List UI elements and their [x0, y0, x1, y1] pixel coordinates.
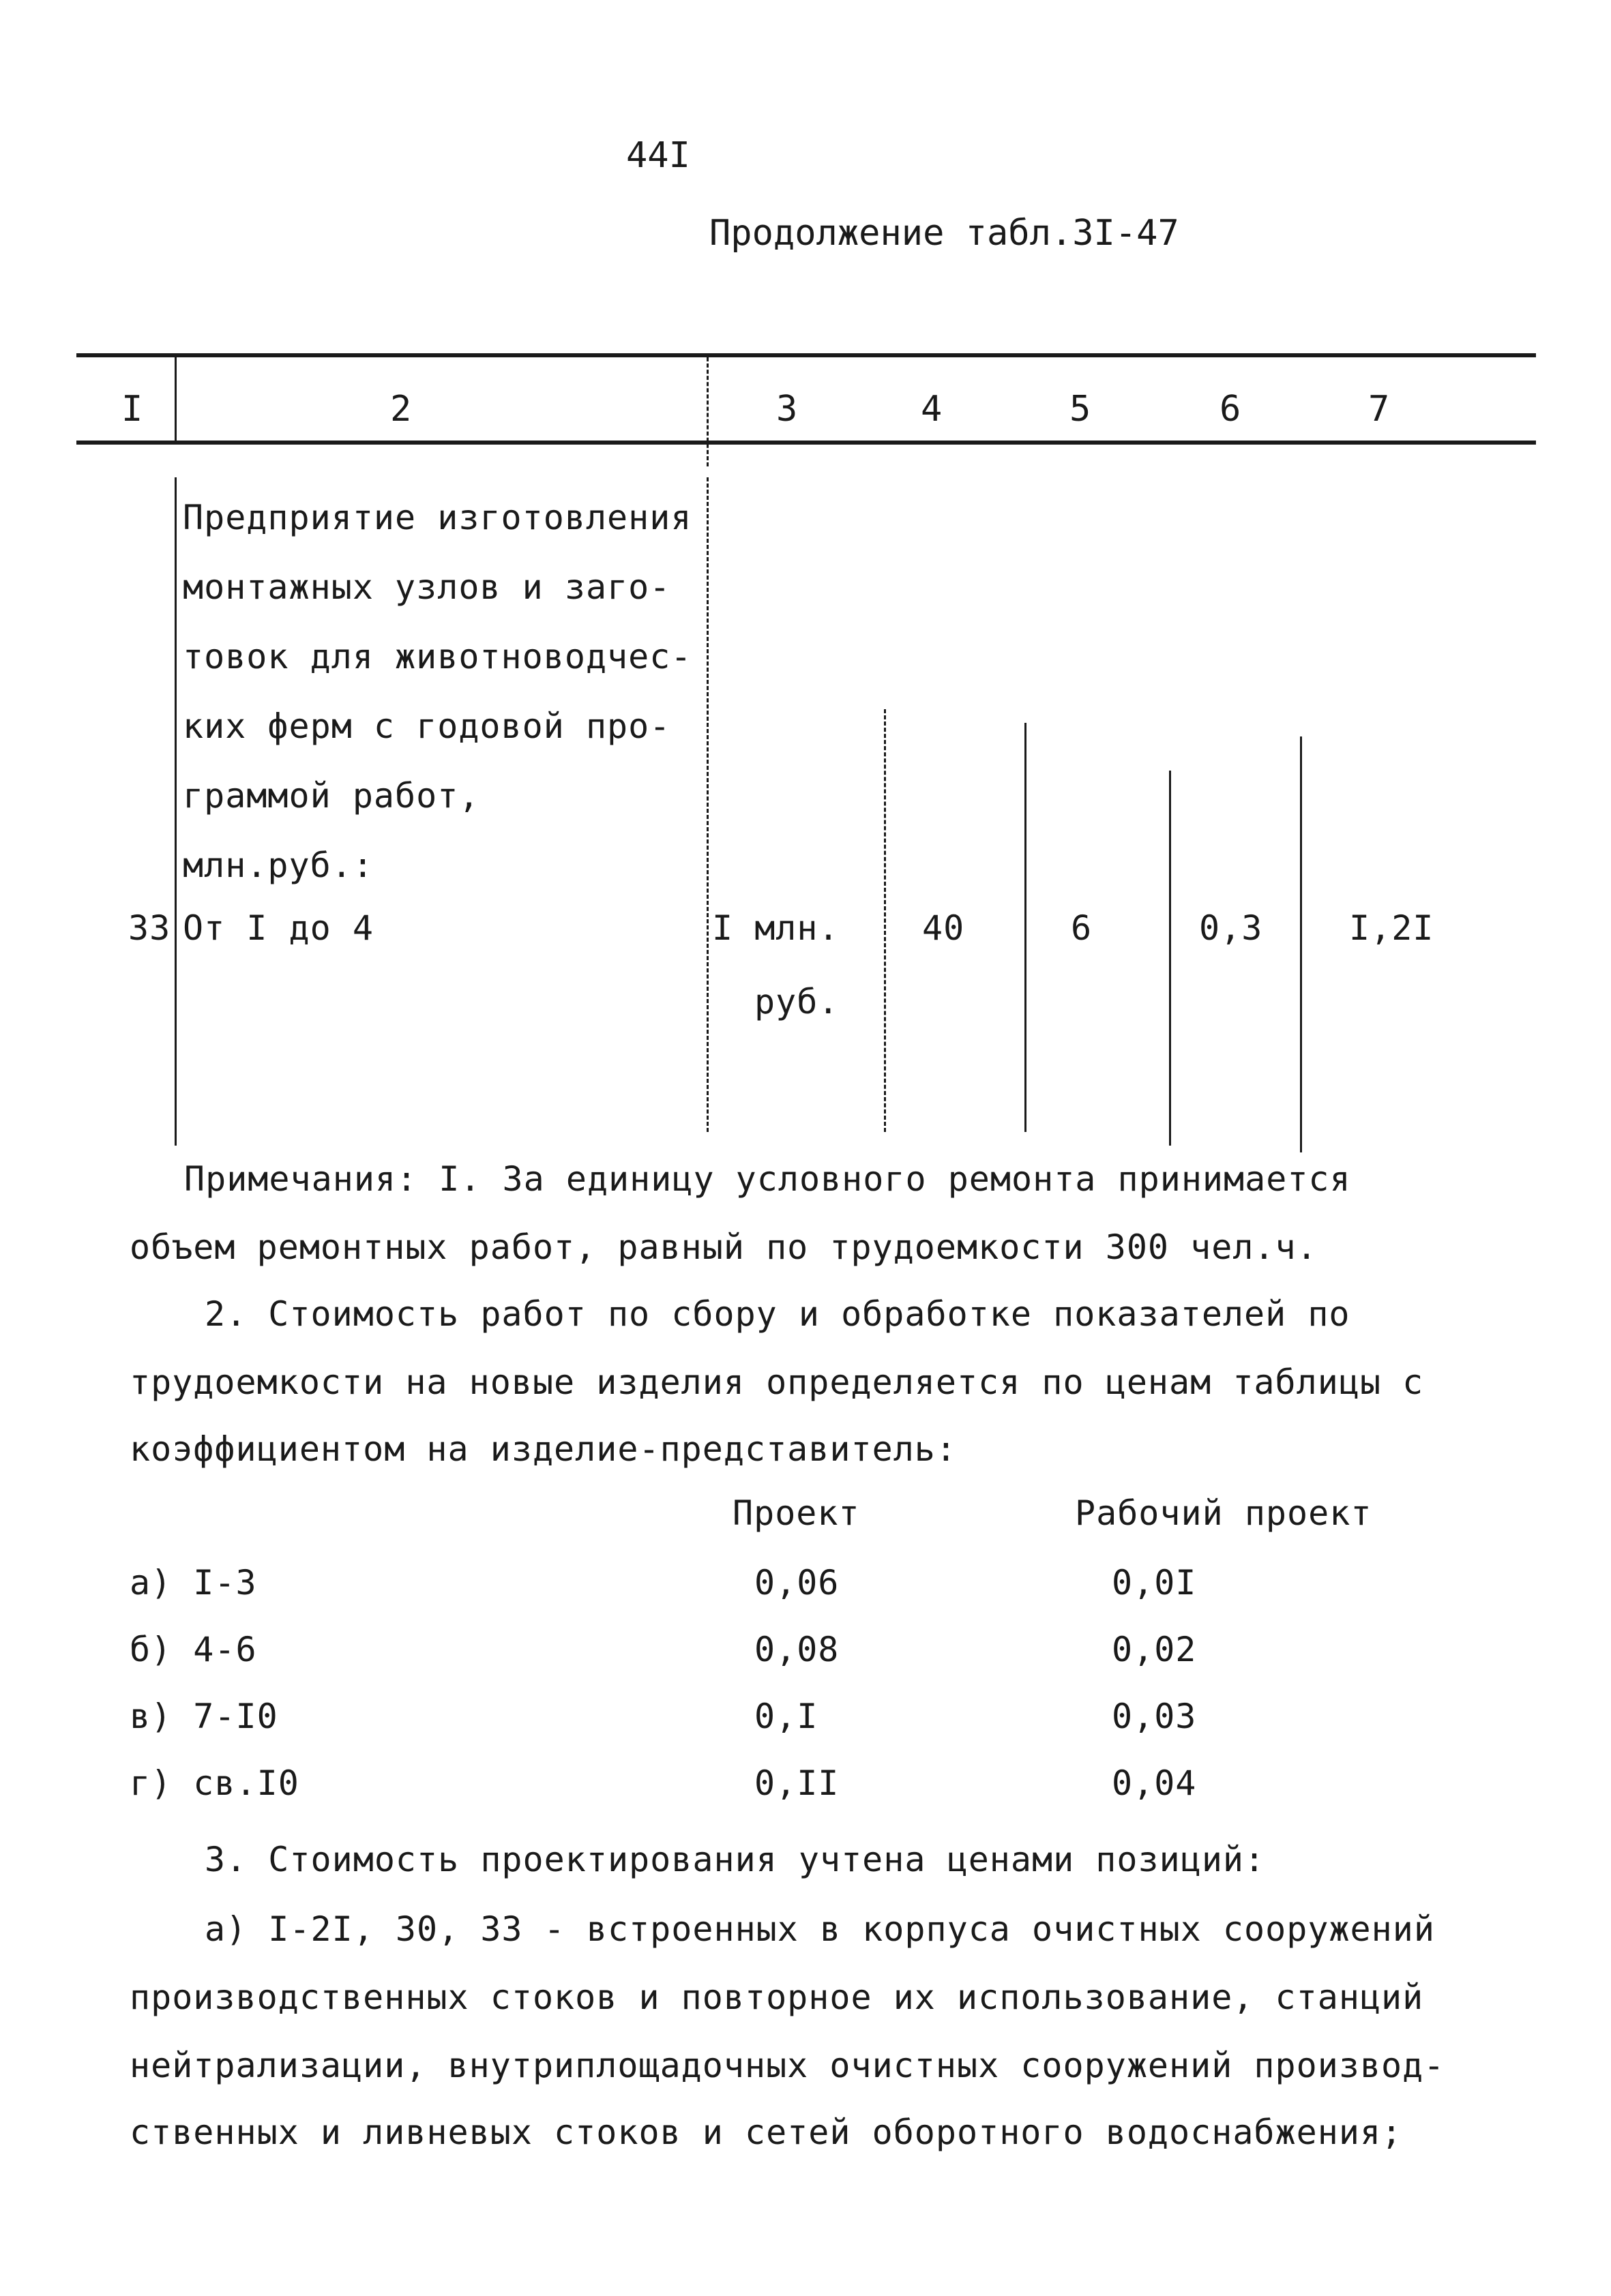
- row-description-line-5: граммой работ,: [183, 776, 480, 816]
- coef-row-1-label: а) I-3: [130, 1563, 257, 1602]
- header-separator-1: [175, 357, 177, 441]
- col-header-6: 6: [1220, 389, 1241, 430]
- note-3-line-3: производственных стоков и повторное их использование, станций: [130, 1978, 1424, 2017]
- note-3-line-1: 3. Стоимость проектирования учтена ценами позиций:: [205, 1840, 1266, 1879]
- table-top-rule: [76, 353, 1536, 357]
- table-header-rule: [76, 441, 1536, 445]
- note-2-line-2: трудоемкости на новые изделия определяется по ценам таблицы с: [130, 1362, 1424, 1402]
- note-2-line-1: 2. Стоимость работ по сбору и обработке показателей по: [205, 1294, 1350, 1334]
- coef-row-1-project: 0,06: [754, 1563, 840, 1602]
- note-1-line-1: Примечания: I. За единицу условного ремонта принимается: [184, 1159, 1351, 1199]
- note-3-line-4: нейтрализации, внутриплощадочных очистных сооружений производ-: [130, 2046, 1445, 2085]
- note-1-line-2: объем ремонтных работ, равный по трудоемкости 300 чел.ч.: [130, 1227, 1318, 1267]
- header-separator-2: [707, 357, 709, 466]
- col-header-7: 7: [1368, 389, 1390, 430]
- coef-header-project: Проект: [733, 1493, 860, 1533]
- row-description-line-2: монтажных узлов и заго-: [183, 567, 671, 607]
- body-separator-3: [884, 709, 886, 1132]
- coef-row-4-working: 0,04: [1112, 1763, 1197, 1803]
- row-unit-line-2: руб.: [754, 982, 840, 1022]
- coef-row-1-working: 0,0I: [1112, 1563, 1197, 1602]
- coef-row-4-project: 0,II: [754, 1763, 840, 1803]
- row-description-line-7: От I до 4: [183, 908, 374, 948]
- row-col4-value: 40: [922, 908, 965, 948]
- col-header-1: I: [121, 389, 143, 430]
- body-separator-5: [1169, 771, 1171, 1146]
- page-number: 44I: [626, 135, 690, 176]
- row-col7-value: I,2I: [1349, 908, 1434, 948]
- note-2-line-3: коэффициентом на изделие-представитель:: [130, 1429, 957, 1469]
- row-col6-value: 0,3: [1199, 908, 1263, 948]
- col-header-4: 4: [921, 389, 943, 430]
- coef-row-2-working: 0,02: [1112, 1630, 1197, 1669]
- body-separator-2: [707, 477, 709, 1132]
- coef-row-2-project: 0,08: [754, 1630, 840, 1669]
- body-separator-6: [1300, 736, 1302, 1152]
- row-number: 33: [128, 908, 171, 948]
- note-3-line-5: ственных и ливневых стоков и сетей оборотного водоснабжения;: [130, 2113, 1403, 2152]
- coef-row-3-working: 0,03: [1112, 1697, 1197, 1736]
- row-description-line-1: Предприятие изготовления: [183, 498, 692, 537]
- row-col5-value: 6: [1071, 908, 1093, 948]
- coef-row-3-project: 0,I: [754, 1697, 818, 1736]
- row-unit-line-1: I млн.: [712, 908, 840, 948]
- note-3-line-2: а) I-2I, 30, 33 - встроенных в корпуса очистных сооружений: [205, 1909, 1435, 1949]
- body-separator-4: [1024, 723, 1026, 1132]
- table-caption: Продолжение табл.3I-47: [709, 213, 1179, 254]
- col-header-2: 2: [390, 389, 412, 430]
- row-description-line-6: млн.руб.:: [183, 846, 374, 885]
- row-description-line-4: ких ферм с годовой про-: [183, 706, 671, 746]
- coef-row-2-label: б) 4-6: [130, 1630, 257, 1669]
- row-description-line-3: товок для животноводчес-: [183, 637, 692, 676]
- coef-row-3-label: в) 7-I0: [130, 1697, 278, 1736]
- col-header-5: 5: [1069, 389, 1091, 430]
- coef-header-working: Рабочий проект: [1075, 1493, 1372, 1533]
- col-header-3: 3: [776, 389, 798, 430]
- coef-row-4-label: г) св.I0: [130, 1763, 299, 1803]
- body-separator-1: [175, 477, 177, 1146]
